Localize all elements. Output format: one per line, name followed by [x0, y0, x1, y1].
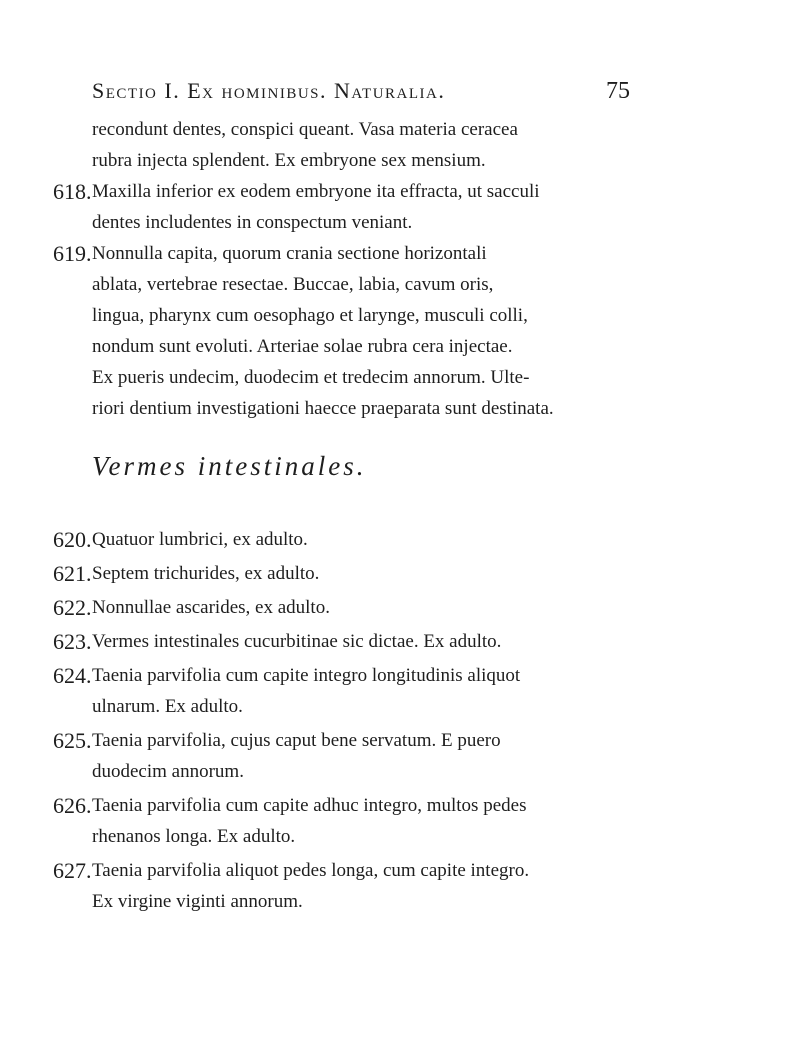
entry-number: 618. [53, 179, 92, 204]
text-line: riori dentium investigationi haecce praeparata sunt destinata. [92, 398, 554, 419]
running-head-title: Sectio I. Ex hominibus. Naturalia. [92, 78, 446, 103]
entry-number: 626. [53, 793, 92, 818]
entry-number: 625. [53, 728, 92, 753]
text-line: Taenia parvifolia aliquot pedes longa, cum capite integro. [92, 860, 530, 881]
text-line: Taenia parvifolia cum capite integro longitudinis aliquot [92, 665, 521, 686]
text-line: Taenia parvifolia cum capite adhuc integro, multos pedes [92, 795, 527, 816]
text-line: duodecim annorum. [92, 761, 244, 782]
text-line: rubra injecta splendent. Ex embryone sex mensium. [92, 150, 486, 171]
text-line: Taenia parvifolia, cujus caput bene servatum. E puero [92, 730, 501, 751]
entry-number: 627. [53, 858, 92, 883]
text-line: Septem trichurides, ex adulto. [92, 563, 320, 584]
text-line: recondunt dentes, conspici queant. Vasa materia ceracea [92, 119, 518, 140]
entry-number: 619. [53, 241, 92, 266]
entry-number: 624. [53, 663, 92, 688]
section-heading: Vermes intestinales. [92, 451, 367, 481]
text-line: dentes includentes in conspectum veniant. [92, 212, 413, 233]
page-number: 75 [606, 78, 630, 104]
text-line: lingua, pharynx cum oesophago et larynge, musculi colli, [92, 305, 528, 326]
running-head [92, 78, 632, 104]
text-line: Maxilla inferior ex eodem embryone ita effracta, ut sacculi [92, 181, 540, 202]
text-line: ablata, vertebrae resectae. Buccae, labia, cavum oris, [92, 274, 494, 295]
text-line: Ex virgine viginti annorum. [92, 891, 303, 912]
text-line: Ex pueris undecim, duodecim et tredecim annorum. Ulte- [92, 367, 530, 388]
entry-number: 623. [53, 629, 92, 654]
text-line: rhenanos longa. Ex adulto. [92, 826, 296, 847]
text-line: Quatuor lumbrici, ex adulto. [92, 529, 308, 550]
entry-number: 622. [53, 595, 92, 620]
entry-number: 621. [53, 561, 92, 586]
text-line: Vermes intestinales cucurbitinae sic dictae. Ex adulto. [92, 631, 502, 652]
text-line: ulnarum. Ex adulto. [92, 696, 243, 717]
text-line: Nonnulla capita, quorum crania sectione horizontali [92, 243, 487, 264]
entry-number: 620. [53, 527, 92, 552]
text-line: nondum sunt evoluti. Arteriae solae rubra cera injectae. [92, 336, 513, 357]
text-line: Nonnullae ascarides, ex adulto. [92, 597, 330, 618]
